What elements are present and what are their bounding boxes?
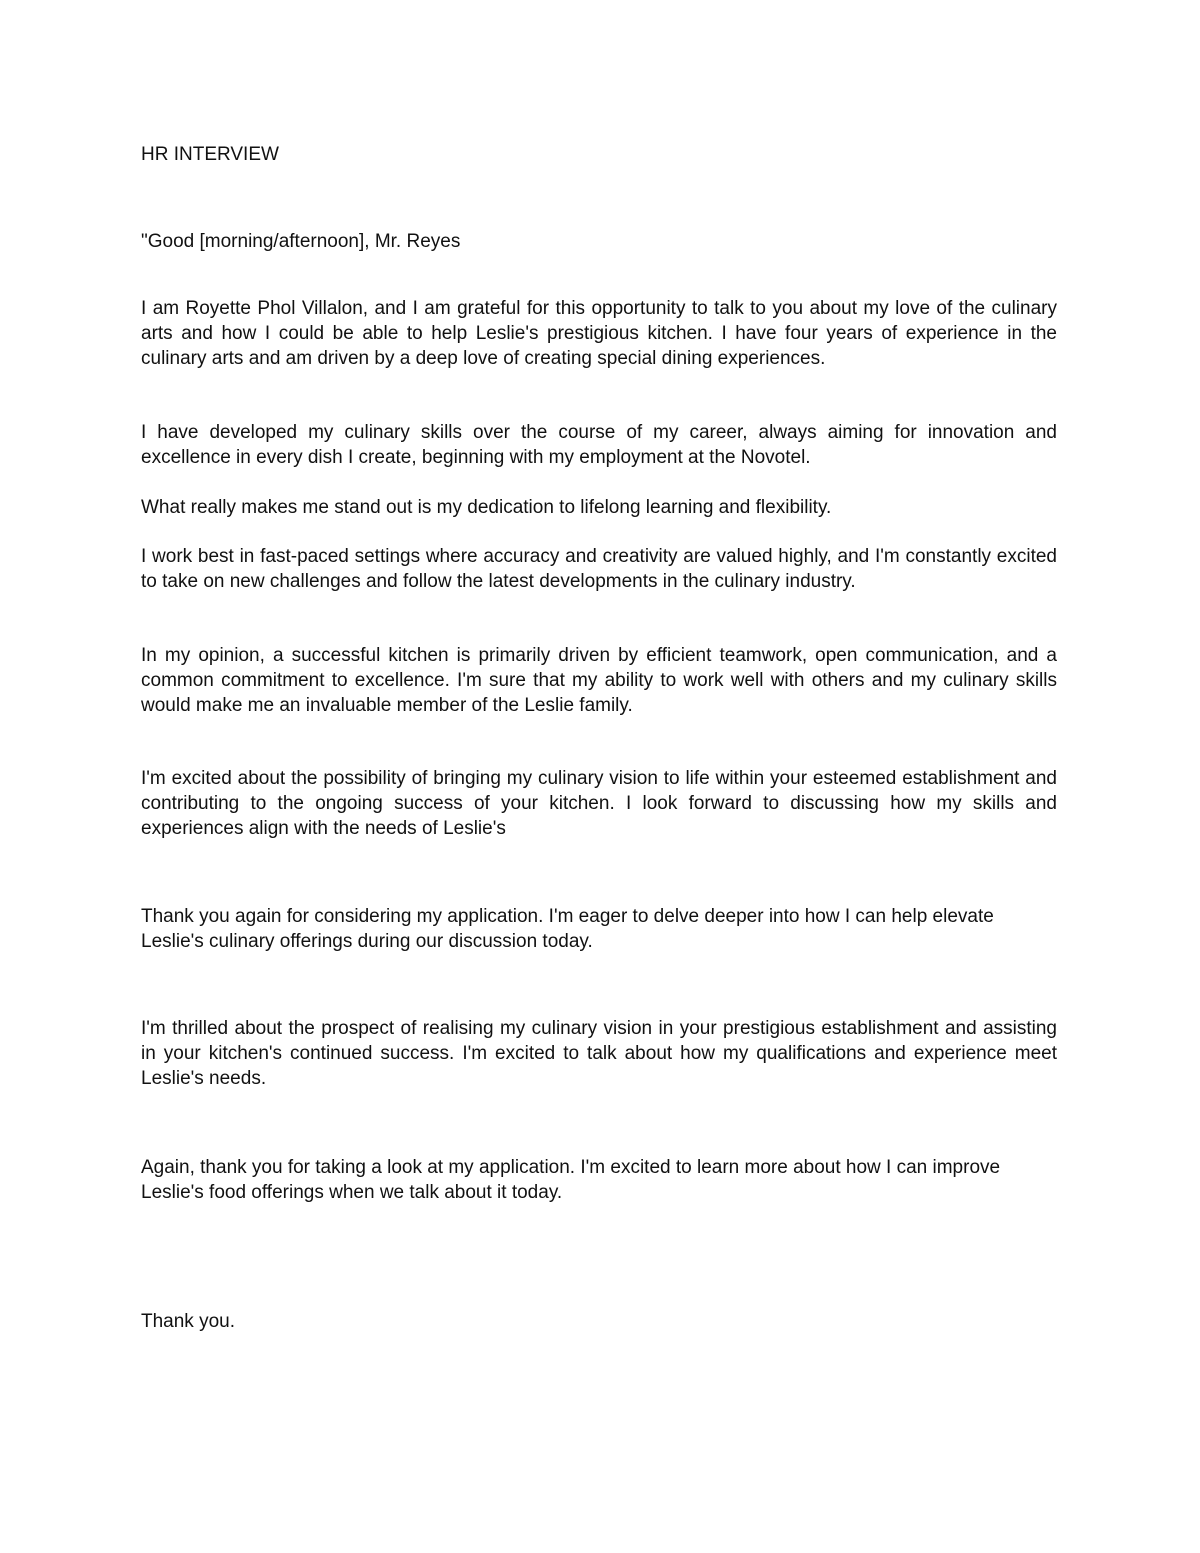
document-title: HR INTERVIEW [141,144,279,165]
paragraph-teamwork: In my opinion, a successful kitchen is primarily driven by efficient teamwork, open communication, and a common commitment to excellence. I'm sure that my ability to work well with others and my culinary skills would make me an invaluable member of the Leslie family. [141,645,1057,716]
paragraph-again-thank-you: Again, thank you for taking a look at my application. I'm excited to learn more about how I can improve Leslie's food offerings when we talk about it today. [141,1157,1001,1203]
paragraph-culinary-skills: I have developed my culinary skills over the course of my career, always aiming for innovation and excellence in every dish I create, beginning with my employment at the Novotel. [141,422,1057,468]
paragraph-standout: What really makes me stand out is my dedication to lifelong learning and flexibility. [141,497,832,518]
closing-line: Thank you. [141,1311,235,1332]
paragraph-prospect: I'm thrilled about the prospect of realising my culinary vision in your prestigious establishment and assisting in your kitchen's continued success. I'm excited to talk about how my qualifications and experience meet Leslie's needs. [141,1018,1057,1089]
paragraph-vision: I'm excited about the possibility of bringing my culinary vision to life within your esteemed establishment and contributing to the ongoing success of your kitchen. I look forward to discussing how my skills and experiences align with the needs of Leslie's [141,768,1057,839]
greeting-line: "Good [morning/afternoon], Mr. Reyes [141,231,461,252]
paragraph-introduction: I am Royette Phol Villalon, and I am grateful for this opportunity to talk to you about my love of the culinary arts and how I could be able to help Leslie's prestigious kitchen. I have four years of experience in the culinary arts and am driven by a deep love of creating special dining experiences. [141,298,1057,369]
paragraph-thank-you-application: Thank you again for considering my application. I'm eager to delve deeper into how I can help elevate Leslie's culinary offerings during our discussion today. [141,906,994,952]
paragraph-work-style: I work best in fast-paced settings where accuracy and creativity are valued highly, and I'm constantly excited to take on new challenges and follow the latest developments in the culinary industry. [141,546,1057,592]
